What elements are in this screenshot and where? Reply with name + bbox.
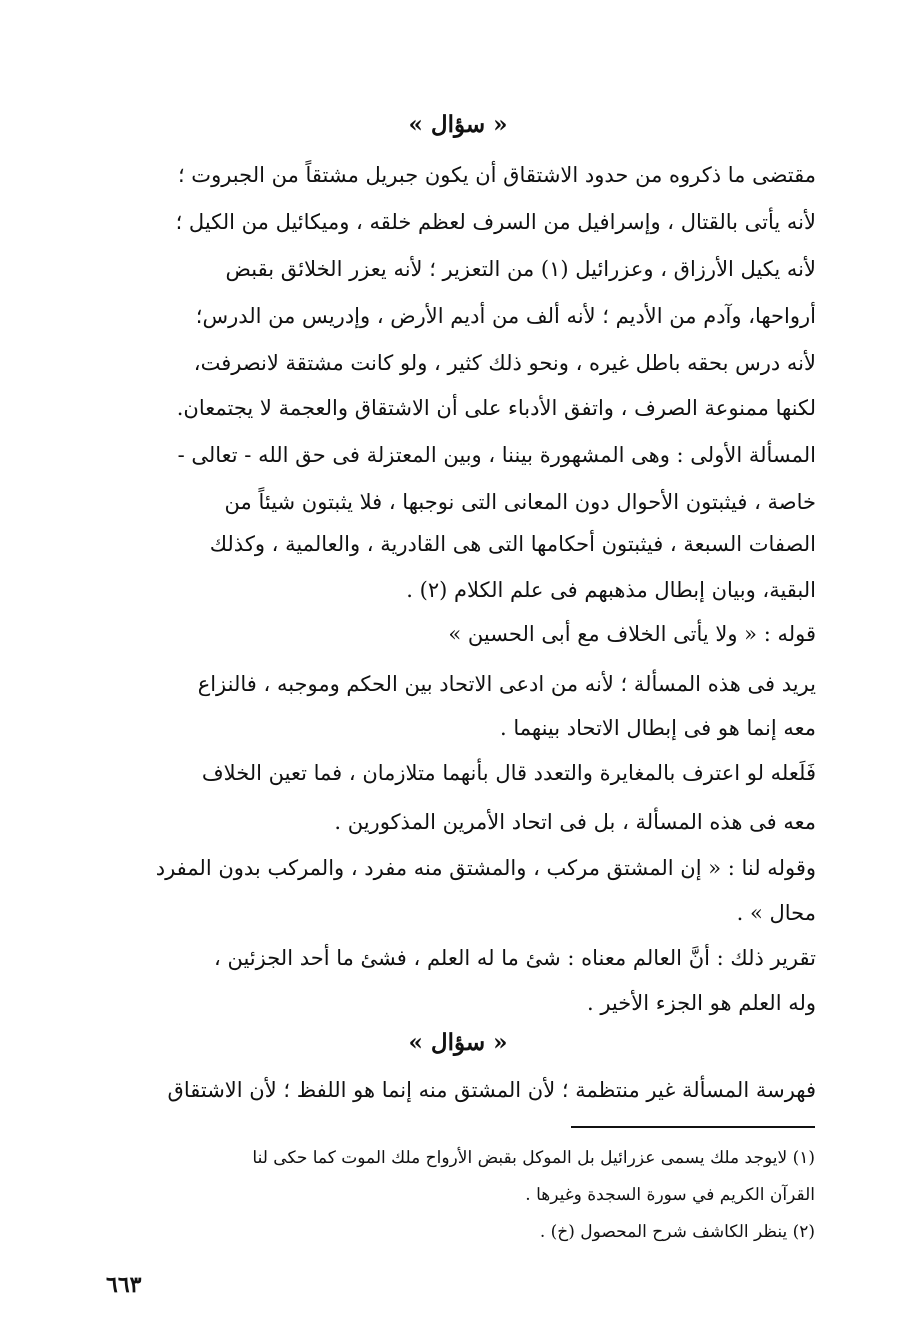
body-line: البقية، وبيان إبطال مذهبهم فى علم الكلام (٢) .: [406, 578, 816, 602]
body-line: أرواحها، وآدم من الأديم ؛ لأنه ألف من أديم الأرض ، وإدريس من الدرس؛: [195, 304, 816, 328]
body-line: محال » .: [736, 901, 816, 925]
body-line: فَلَعله لو اعترف بالمغايرة والتعدد قال بأنهما متلازمان ، فما تعين الخلاف: [201, 761, 816, 785]
page-number: ٦٦٣: [106, 1272, 142, 1298]
body-line: تقرير ذلك : أنَّ العالم معناه : شئ ما له العلم ، فشئ ما أحد الجزئين ،: [214, 946, 816, 970]
body-line: لكنها ممنوعة الصرف ، واتفق الأدباء على أن الاشتقاق والعجمة لا يجتمعان.: [176, 396, 816, 420]
body-line: معه إنما هو فى إبطال الاتحاد بينهما .: [500, 716, 816, 740]
body-line: المسألة الأولى : وهى المشهورة بيننا ، وبين المعتزلة فى حق الله - تعالى -: [177, 443, 816, 467]
body-line: مقتضى ما ذكروه من حدود الاشتقاق أن يكون جبريل مشتقاً من الجبروت ؛: [177, 163, 816, 187]
body-line: لأنه درس بحقه باطل غيره ، ونحو ذلك كثير ، ولو كانت مشتقة لانصرفت،: [193, 351, 816, 375]
body-line: لأنه يأتى بالقتال ، وإسرافيل من السرف لعظم خلقه ، وميكائيل من الكيل ؛: [175, 210, 816, 234]
footnote-line: القرآن الكريم في سورة السجدة وغيرها .: [525, 1185, 815, 1205]
footnote-line: (١) لايوجد ملك يسمى عزرائيل بل الموكل بقبض الأرواح ملك الموت كما حكى لنا: [252, 1148, 815, 1168]
section-heading-question: « سؤال »: [408, 111, 508, 138]
body-line: يريد فى هذه المسألة ؛ لأنه من ادعى الاتحاد بين الحكم وموجبه ، فالنزاع: [197, 672, 816, 696]
footnote-separator: [571, 1126, 815, 1128]
section-heading-question: « سؤال »: [408, 1029, 508, 1056]
body-line: وله العلم هو الجزء الأخير .: [586, 991, 816, 1015]
body-line: وقوله لنا : « إن المشتق مركب ، والمشتق منه مفرد ، والمركب بدون المفرد: [155, 856, 816, 880]
footnote-line: (٢) ينظر الكاشف شرح المحصول (خ) .: [539, 1222, 815, 1242]
body-line: خاصة ، فيثبتون الأحوال دون المعانى التى نوجبها ، فلا يثبتون شيئاً من: [224, 490, 816, 514]
body-line: فهرسة المسألة غير منتظمة ؛ لأن المشتق منه إنما هو اللفظ ؛ لأن الاشتقاق: [167, 1078, 816, 1102]
body-line: قوله : « ولا يأتى الخلاف مع أبى الحسين »: [448, 622, 816, 646]
body-line: معه فى هذه المسألة ، بل فى اتحاد الأمرين المذكورين .: [334, 810, 816, 834]
body-line: لأنه يكيل الأرزاق ، وعزرائيل (١) من التعزير ؛ لأنه يعزر الخلائق بقبض: [225, 257, 816, 281]
body-line: الصفات السبعة ، فيثبتون أحكامها التى هى القادرية ، والعالمية ، وكذلك: [209, 532, 816, 556]
